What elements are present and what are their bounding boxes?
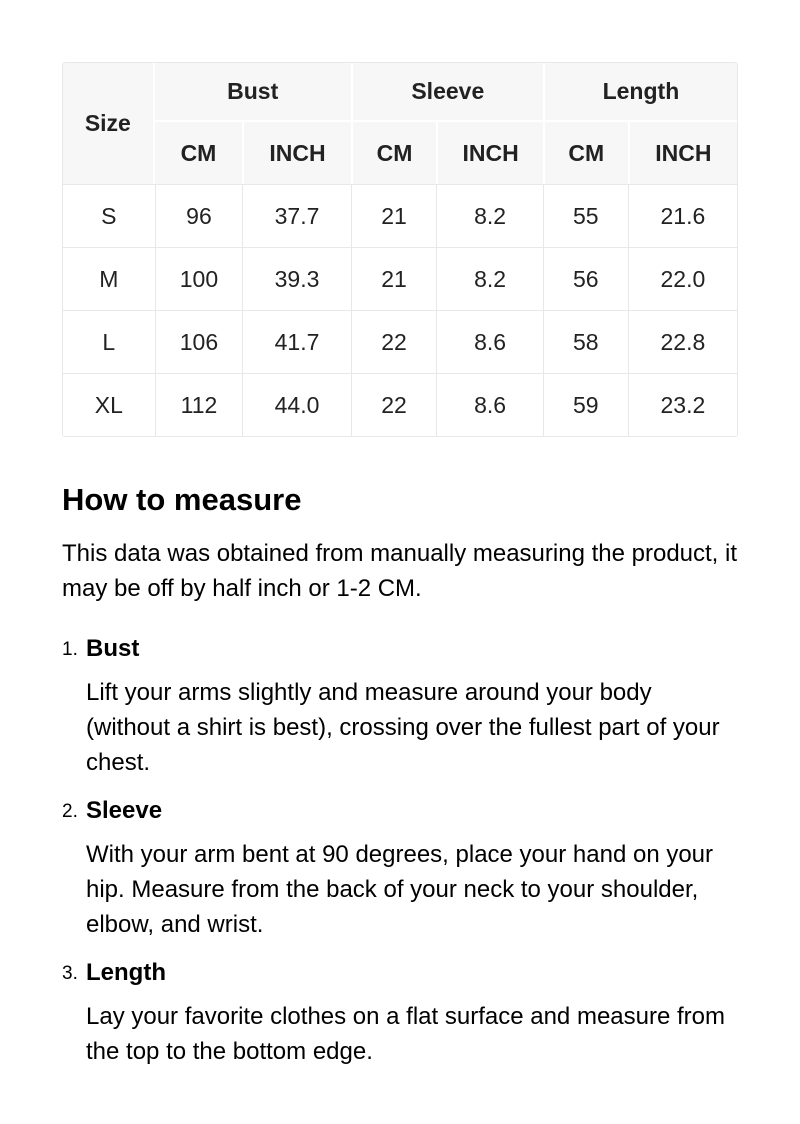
value-cell: 44.0 <box>242 373 351 436</box>
unit-header-sleeve-cm: CM <box>351 120 437 184</box>
how-to-measure-intro: This data was obtained from manually measuring the product, it may be off by half inch or 1-2 CM. <box>62 540 738 602</box>
unit-header-length-cm: CM <box>543 120 628 184</box>
step-number: 3. <box>62 963 78 984</box>
list-item <box>62 795 738 942</box>
value-cell: 55 <box>543 184 628 247</box>
how-to-measure-title: How to measure <box>62 482 302 517</box>
size-cell: L <box>63 310 155 373</box>
value-cell: 96 <box>155 184 243 247</box>
step-description: Lift your arms slightly and measure around your body (without a shirt is best), crossing over the fullest part of your chest. <box>86 679 720 776</box>
list-item <box>62 633 738 780</box>
column-header-bust: Bust <box>155 63 351 120</box>
value-cell: 22.0 <box>628 247 737 310</box>
table-row <box>63 310 737 373</box>
unit-header-bust-cm: CM <box>155 120 243 184</box>
value-cell: 21.6 <box>628 184 737 247</box>
table-row <box>63 373 737 436</box>
size-cell: XL <box>63 373 155 436</box>
value-cell: 23.2 <box>628 373 737 436</box>
size-cell: M <box>63 247 155 310</box>
value-cell: 39.3 <box>242 247 351 310</box>
table-row <box>63 247 737 310</box>
size-cell: S <box>63 184 155 247</box>
unit-header-length-inch: INCH <box>628 120 737 184</box>
value-cell: 21 <box>351 184 437 247</box>
size-chart-table <box>63 63 737 436</box>
value-cell: 22 <box>351 310 437 373</box>
size-chart-table-container <box>62 62 738 437</box>
step-label-length: Length <box>86 959 166 986</box>
value-cell: 106 <box>155 310 243 373</box>
value-cell: 22.8 <box>628 310 737 373</box>
value-cell: 112 <box>155 373 243 436</box>
value-cell: 56 <box>543 247 628 310</box>
value-cell: 8.2 <box>436 184 542 247</box>
step-number: 2. <box>62 801 78 822</box>
column-header-length: Length <box>543 63 737 120</box>
column-header-sleeve: Sleeve <box>351 63 543 120</box>
step-description: Lay your favorite clothes on a flat surface and measure from the top to the bottom edge. <box>86 1003 725 1065</box>
value-cell: 8.6 <box>436 310 542 373</box>
step-number: 1. <box>62 639 78 660</box>
value-cell: 100 <box>155 247 243 310</box>
value-cell: 8.6 <box>436 373 542 436</box>
list-item <box>62 957 738 1069</box>
value-cell: 22 <box>351 373 437 436</box>
step-label-sleeve: Sleeve <box>86 797 163 824</box>
value-cell: 58 <box>543 310 628 373</box>
value-cell: 21 <box>351 247 437 310</box>
column-header-size: Size <box>63 63 155 184</box>
value-cell: 8.2 <box>436 247 542 310</box>
table-header-unit-row <box>63 120 737 184</box>
value-cell: 41.7 <box>242 310 351 373</box>
step-label-bust: Bust <box>86 635 140 662</box>
unit-header-bust-inch: INCH <box>242 120 351 184</box>
measure-steps-list <box>62 633 738 1069</box>
value-cell: 37.7 <box>242 184 351 247</box>
value-cell: 59 <box>543 373 628 436</box>
table-row <box>63 184 737 247</box>
table-header-group-row <box>63 63 737 120</box>
unit-header-sleeve-inch: INCH <box>436 120 542 184</box>
step-description: With your arm bent at 90 degrees, place your hand on your hip. Measure from the back of your neck to your shoulder, elbow, and wrist. <box>86 841 714 938</box>
